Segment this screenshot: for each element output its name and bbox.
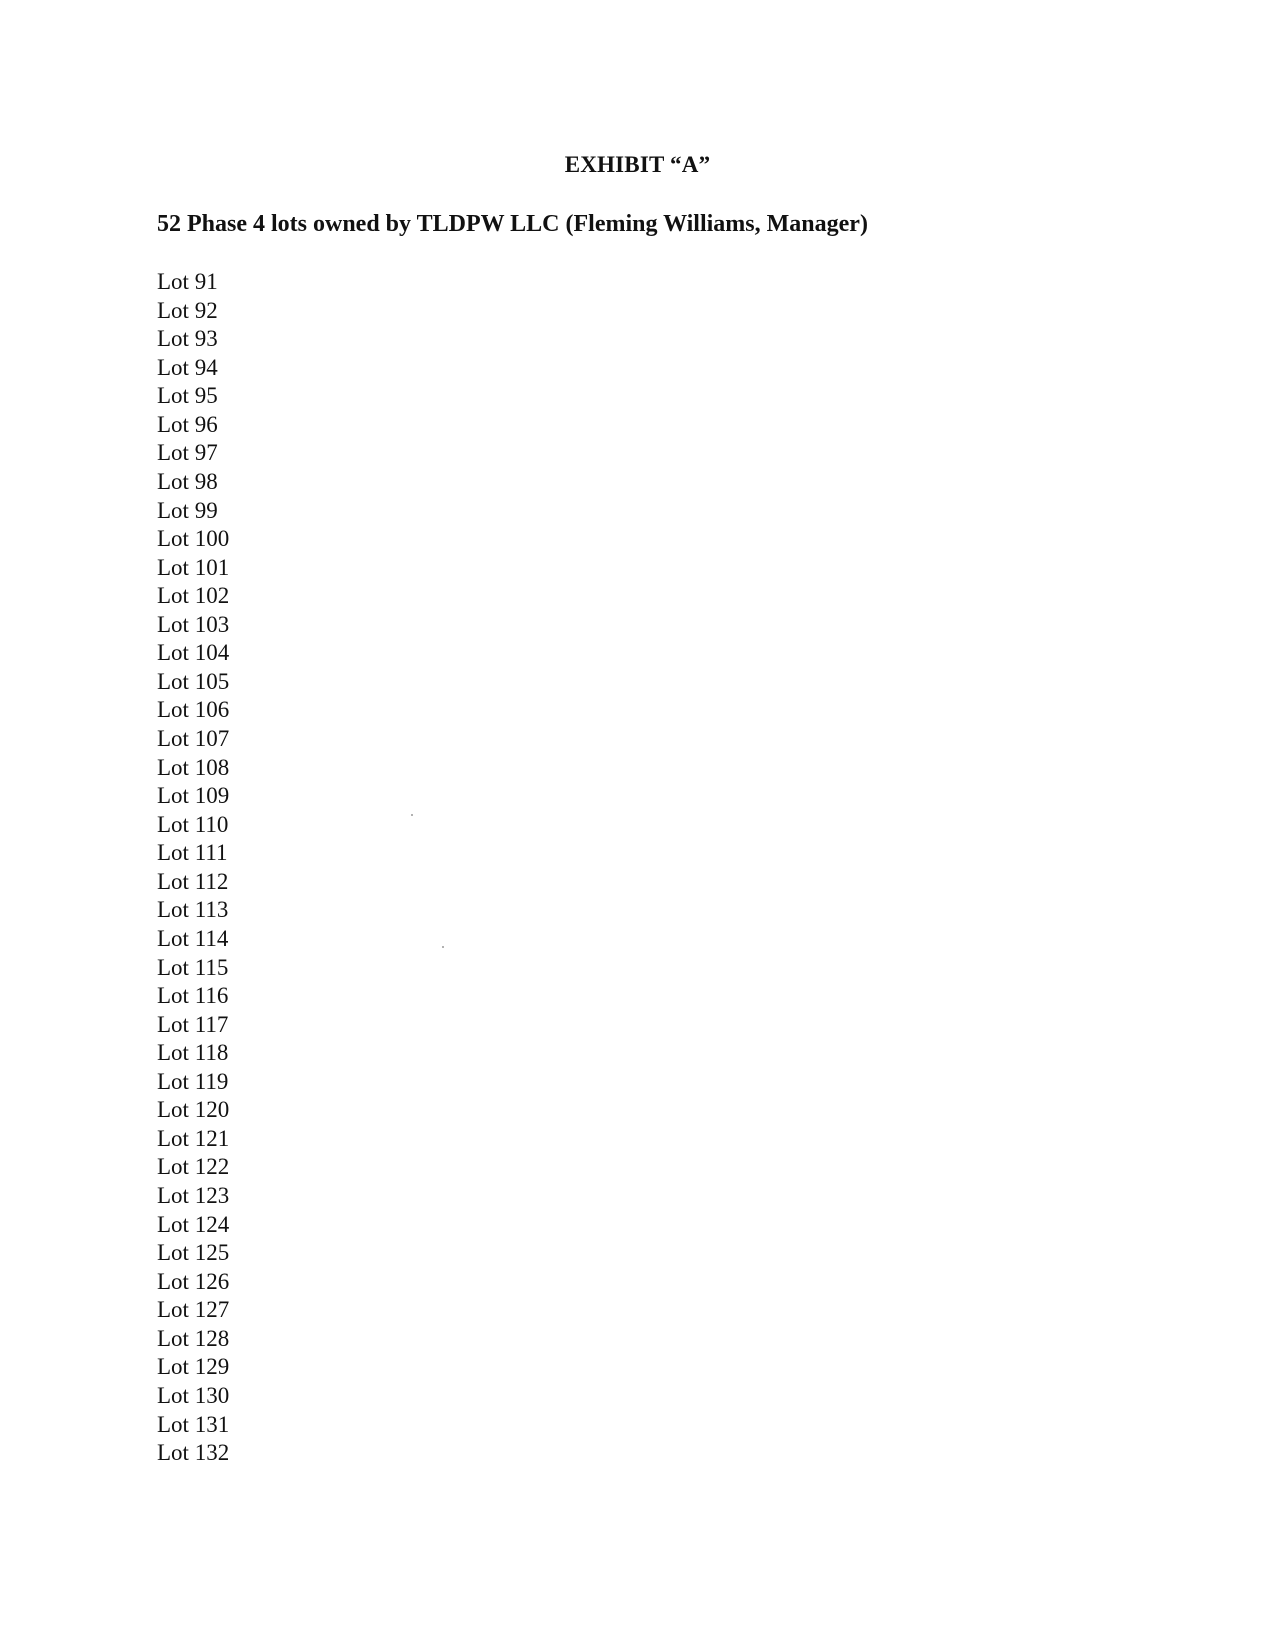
lot-item: Lot 131 xyxy=(157,1411,230,1437)
lot-item: Lot 113 xyxy=(157,897,229,923)
lot-item: Lot 95 xyxy=(157,383,218,409)
lot-list xyxy=(157,268,229,1468)
lot-item: Lot 108 xyxy=(157,754,230,780)
lot-item: Lot 125 xyxy=(157,1240,230,1266)
lot-item: Lot 97 xyxy=(157,440,218,466)
scan-speck xyxy=(442,946,444,948)
lot-item: Lot 93 xyxy=(157,326,218,352)
lot-item: Lot 122 xyxy=(157,1154,230,1180)
exhibit-title: EXHIBIT “A” xyxy=(564,152,711,177)
lot-item: Lot 94 xyxy=(157,354,218,380)
lot-item: Lot 117 xyxy=(157,1011,229,1037)
document-heading: 52 Phase 4 lots owned by TLDPW LLC (Fleming Williams, Manager) xyxy=(157,211,868,237)
lot-item: Lot 102 xyxy=(157,583,230,609)
lot-item: Lot 129 xyxy=(157,1354,230,1380)
lot-item: Lot 111 xyxy=(157,840,228,866)
lot-item: Lot 126 xyxy=(157,1268,230,1294)
lot-item: Lot 91 xyxy=(157,269,218,294)
lot-item: Lot 118 xyxy=(157,1040,229,1066)
lot-item: Lot 105 xyxy=(157,668,230,694)
lot-item: Lot 120 xyxy=(157,1097,230,1123)
lot-item: Lot 132 xyxy=(157,1440,230,1466)
scan-speck xyxy=(411,814,413,816)
lot-item: Lot 128 xyxy=(157,1325,230,1351)
lot-item: Lot 115 xyxy=(157,954,229,980)
lot-item: Lot 114 xyxy=(157,925,229,951)
lot-item: Lot 107 xyxy=(157,726,230,751)
lot-item: Lot 127 xyxy=(157,1297,230,1323)
lot-item: Lot 119 xyxy=(157,1068,229,1094)
lot-item: Lot 123 xyxy=(157,1183,230,1208)
lot-item: Lot 101 xyxy=(157,554,230,580)
lot-item: Lot 92 xyxy=(157,297,218,323)
lot-item: Lot 124 xyxy=(157,1211,230,1237)
lot-item: Lot 98 xyxy=(157,468,218,494)
lot-item: Lot 96 xyxy=(157,411,218,437)
lot-item: Lot 130 xyxy=(157,1382,230,1408)
lot-item: Lot 112 xyxy=(157,868,229,894)
lot-item: Lot 116 xyxy=(157,983,229,1009)
lot-item: Lot 103 xyxy=(157,611,230,637)
lot-item: Lot 104 xyxy=(157,640,230,666)
lot-item: Lot 110 xyxy=(157,811,229,837)
lot-item: Lot 100 xyxy=(157,526,230,552)
lot-item: Lot 109 xyxy=(157,783,230,809)
lot-item: Lot 106 xyxy=(157,697,230,723)
lot-item: Lot 99 xyxy=(157,497,218,523)
lot-item: Lot 121 xyxy=(157,1125,230,1151)
